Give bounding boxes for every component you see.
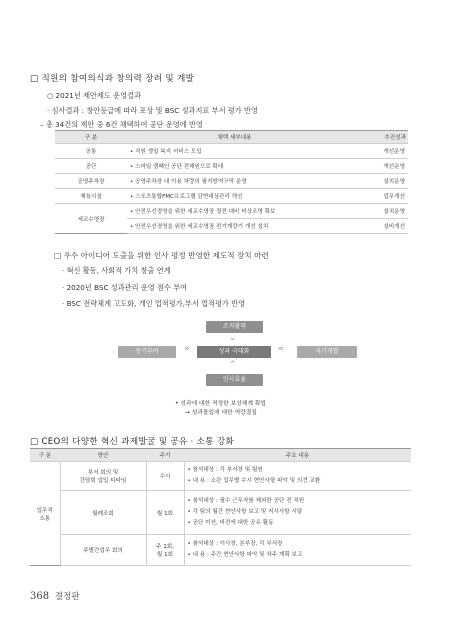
- table2-content-line: • 공단 미션, 비전에 대한 공유 활동: [187, 520, 274, 526]
- chevron-up-icon: ⌃: [229, 360, 237, 370]
- table-row: [55, 189, 408, 204]
- section2-bullet: · 혁신 활동, 사회적 가치 창출 연계: [62, 266, 171, 275]
- table2-content-line: • 참석대상 : 이사장, 본부장, 각 부서장: [187, 541, 283, 547]
- table2-plan: 월례조회: [60, 491, 146, 535]
- table1-cat: 체육시설: [55, 189, 127, 204]
- table2-content: [184, 462, 411, 491]
- table2-cycle: 주 1회, 월 1회: [146, 535, 184, 566]
- table2-plan: 주별간업무 회의: [60, 535, 146, 566]
- page-footer: [30, 590, 79, 602]
- diagram-note: • 성과에 대한 적정한 보상체계 확립: [175, 401, 267, 407]
- section1-sub2: · 심사결과 : 창안등급에 따라 포상 및 BSC 성과지표 부서 평가 반영: [47, 106, 258, 115]
- section2-bullet: · BSC 전략체계 고도화, 개인 업적평가,부서 업적평가 반영: [62, 299, 246, 308]
- table1-detail: • 공영주차장 내 이용 차량의 필지방역구역 운영: [127, 174, 342, 189]
- table2-group: 업무적 소통: [30, 462, 60, 566]
- table1-cat: 공영주차장: [55, 174, 127, 189]
- section1-title: □ 직원의 참여의식과 창의력 장려 및 계발: [30, 74, 195, 84]
- table1-result: 설치운영: [342, 174, 408, 189]
- table1-result: 개선운영: [342, 159, 408, 174]
- table2-header: 주요 내용: [184, 449, 411, 462]
- table-row: [55, 159, 408, 174]
- table1-header: 구 분: [55, 131, 127, 144]
- table1-detail: • 스마일 캠페인 공단 전체원으로 확대: [127, 159, 342, 174]
- chevron-right-icon: »: [184, 344, 190, 354]
- diagram-note: → 성과몰입에 대한 역량결집: [185, 410, 257, 416]
- section1-sub1: ○ 2021년 제안제도 운영결과: [47, 91, 141, 100]
- table2-content: [184, 491, 411, 535]
- table1-result: 설비개선: [342, 219, 408, 234]
- table2-plan: 부서 회의 및 간담회 업입 티타임: [60, 462, 146, 491]
- table-row: [30, 462, 411, 491]
- communication-table: [30, 448, 411, 566]
- section1-sub3: – 총 34건의 제안 중 6건 채택하여 공단 운영에 반영: [40, 120, 203, 129]
- table2-content: [184, 535, 411, 566]
- chevron-down-icon: ⌄: [229, 333, 237, 343]
- table1-detail: • 직원 생일 복지 서비스 도입: [127, 144, 342, 159]
- table-row: [55, 204, 408, 219]
- table2-content-line: • 각 팀의 월간 현안사항 보고 및 지시사항 시달: [187, 509, 303, 515]
- table1-detail: • 안전우선경영을 위한 세교수영장 정전 대비 비상조명 확보: [127, 204, 342, 219]
- diagram-center-box: 성과 극대화: [197, 346, 271, 358]
- section2-bullet: · 2020년 BSC 성과관리 운영 점수 부여: [62, 283, 188, 292]
- table1-result: 설치운영: [342, 204, 408, 219]
- book-title: 결정판: [54, 592, 80, 602]
- table1-cat: 공단: [55, 159, 127, 174]
- table2-header: 주기: [146, 449, 184, 462]
- table2-content-line: • 내 용 : 주간 현안사항 파악 및 차주 계획 보고: [187, 552, 303, 558]
- table1-detail: • 안전우선경영을 위한 세교수영장 전기계량기 개선 설치: [127, 219, 342, 234]
- section2-title: □ 우수 아이디어 도출을 위한 인사 평정 반영한 제도적 장치 마련: [54, 251, 269, 260]
- table2-content-line: • 참석대상 : 각 부서장 및 팀원: [187, 467, 263, 473]
- table-row: [55, 174, 408, 189]
- table1-cat: 세교수영장: [55, 204, 127, 234]
- table1-result: 업무개선: [342, 189, 408, 204]
- table2-cycle: 수시: [146, 462, 184, 491]
- table1-result: 개선운영: [342, 144, 408, 159]
- table2-content-line: • 참석대상 : 필수 근무자를 제외한 공단 전 직원: [187, 498, 305, 504]
- diagram-bottom-box: 인사효율: [206, 374, 263, 386]
- table2-cycle: 월 1회: [146, 491, 184, 535]
- table2-content-line: • 내 용 : 소관 업무별 수시 현안사항 파악 및 의견 교환: [187, 478, 321, 484]
- table2-header: 방안: [60, 449, 146, 462]
- table1-cat: 공통: [55, 144, 127, 159]
- table-row: [30, 535, 411, 566]
- diagram-right-box: 자기개발: [297, 346, 357, 358]
- diagram-left-box: 동기부여: [118, 346, 176, 358]
- table2-header: 구 분: [30, 449, 60, 462]
- adoption-table: [55, 130, 408, 234]
- table1-detail: • 스포츠통합FMC프로그램 감면대상관리 개선: [127, 189, 342, 204]
- table-row: [55, 144, 408, 159]
- table1-header: 채택 세부내용: [127, 131, 342, 144]
- chevron-left-icon: «: [278, 344, 284, 354]
- table1-header: 추진성과: [342, 131, 408, 144]
- section3-title: □ CEO의 다양한 혁신 과제발굴 및 공유 · 소통 강화: [30, 437, 235, 447]
- table-row: [30, 491, 411, 535]
- diagram-top-box: 조직활력: [206, 321, 263, 333]
- page-number: 368: [30, 591, 50, 602]
